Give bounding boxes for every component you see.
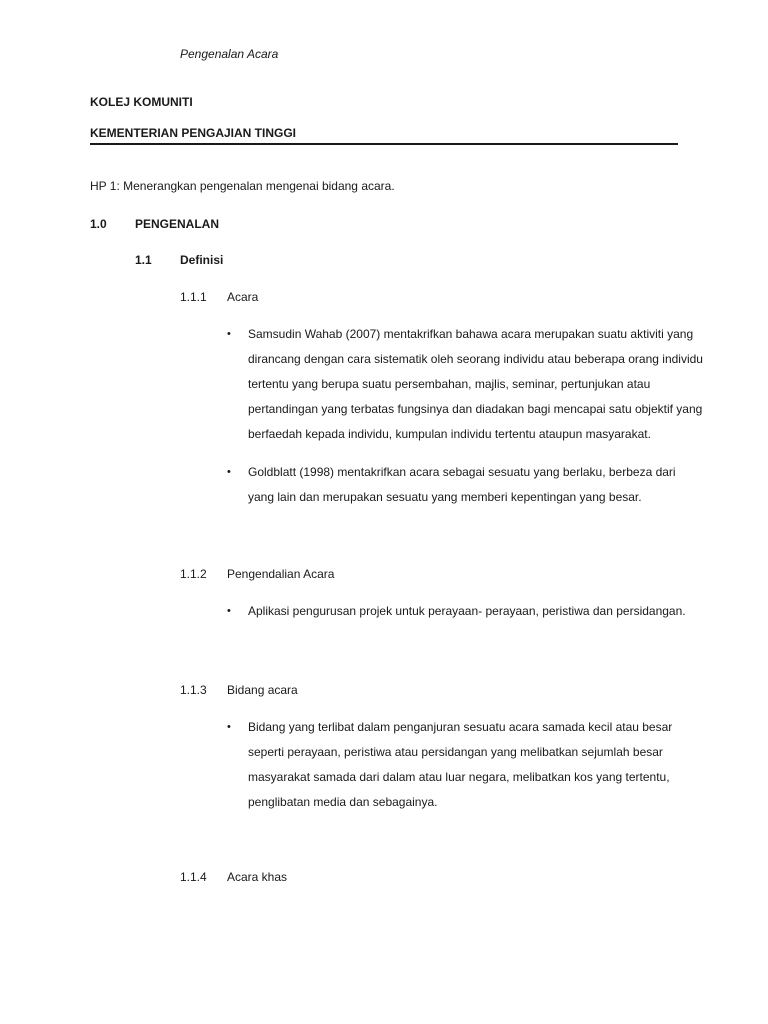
subsubsection-title: Bidang acara bbox=[227, 683, 298, 697]
text-line: penglibatan media dan sebagainya. bbox=[248, 795, 438, 809]
bullet-marker: • bbox=[227, 605, 231, 617]
list-item bbox=[227, 599, 697, 624]
text-line: seperti perayaan, peristiwa atau persidangan yang melibatkan sejumlah besar bbox=[248, 745, 663, 759]
text-line: Samsudin Wahab (2007) mentakrifkan bahawa acara merupakan suatu aktiviti yang bbox=[248, 327, 694, 341]
subsection-number: 1.1 bbox=[135, 253, 152, 267]
subsection-title: Definisi bbox=[180, 253, 224, 267]
institution-name: KOLEJ KOMUNITI bbox=[90, 95, 193, 109]
running-header: Pengenalan Acara bbox=[180, 47, 279, 61]
text-line: masyarakat samada dari dalam atau luar negara, melibatkan kos yang tertentu, bbox=[248, 770, 670, 784]
text-line: pertandingan yang terbatas fungsinya dan diadakan bagi mencapai satu objektif yang bbox=[248, 402, 703, 416]
subsubsection-number: 1.1.2 bbox=[180, 567, 207, 581]
list-item bbox=[227, 322, 703, 447]
text-line: Goldblatt (1998) mentakrifkan acara sebagai sesuatu yang berlaku, berbeza dari bbox=[248, 465, 676, 479]
subsubsection-number: 1.1.1 bbox=[180, 290, 207, 304]
text-line: Aplikasi pengurusan projek untuk perayaan- perayaan, peristiwa dan persidangan. bbox=[248, 604, 686, 618]
text-line: berfaedah kepada individu, kumpulan individu tertentu ataupun masyarakat. bbox=[248, 427, 651, 441]
section-title: PENGENALAN bbox=[135, 217, 220, 231]
text-line: tertentu yang berupa suatu persembahan, majlis, seminar, pertunjukan atau bbox=[248, 377, 651, 391]
text-line: Bidang yang terlibat dalam penganjuran sesuatu acara samada kecil atau besar bbox=[248, 720, 673, 734]
list-item bbox=[227, 460, 697, 510]
list-item bbox=[227, 715, 697, 815]
header-rule bbox=[90, 143, 678, 145]
ministry-name: KEMENTERIAN PENGAJIAN TINGGI bbox=[90, 126, 297, 140]
subsubsection-number: 1.1.3 bbox=[180, 683, 207, 697]
subsubsection-number: 1.1.4 bbox=[180, 870, 207, 884]
bullet-marker: • bbox=[227, 328, 231, 340]
bullet-marker: • bbox=[227, 721, 231, 733]
section-number: 1.0 bbox=[90, 217, 107, 231]
bullet-marker: • bbox=[227, 466, 231, 478]
subsubsection-title: Pengendalian Acara bbox=[227, 567, 335, 581]
text-line: dirancang dengan cara sistematik oleh seorang individu atau beberapa orang individu bbox=[248, 352, 703, 366]
text-line: yang lain dan merupakan sesuatu yang memberi kepentingan yang besar. bbox=[248, 490, 642, 504]
subsubsection-title: Acara bbox=[227, 290, 259, 304]
learning-objective: HP 1: Menerangkan pengenalan mengenai bidang acara. bbox=[90, 179, 395, 193]
subsubsection-title: Acara khas bbox=[227, 870, 288, 884]
